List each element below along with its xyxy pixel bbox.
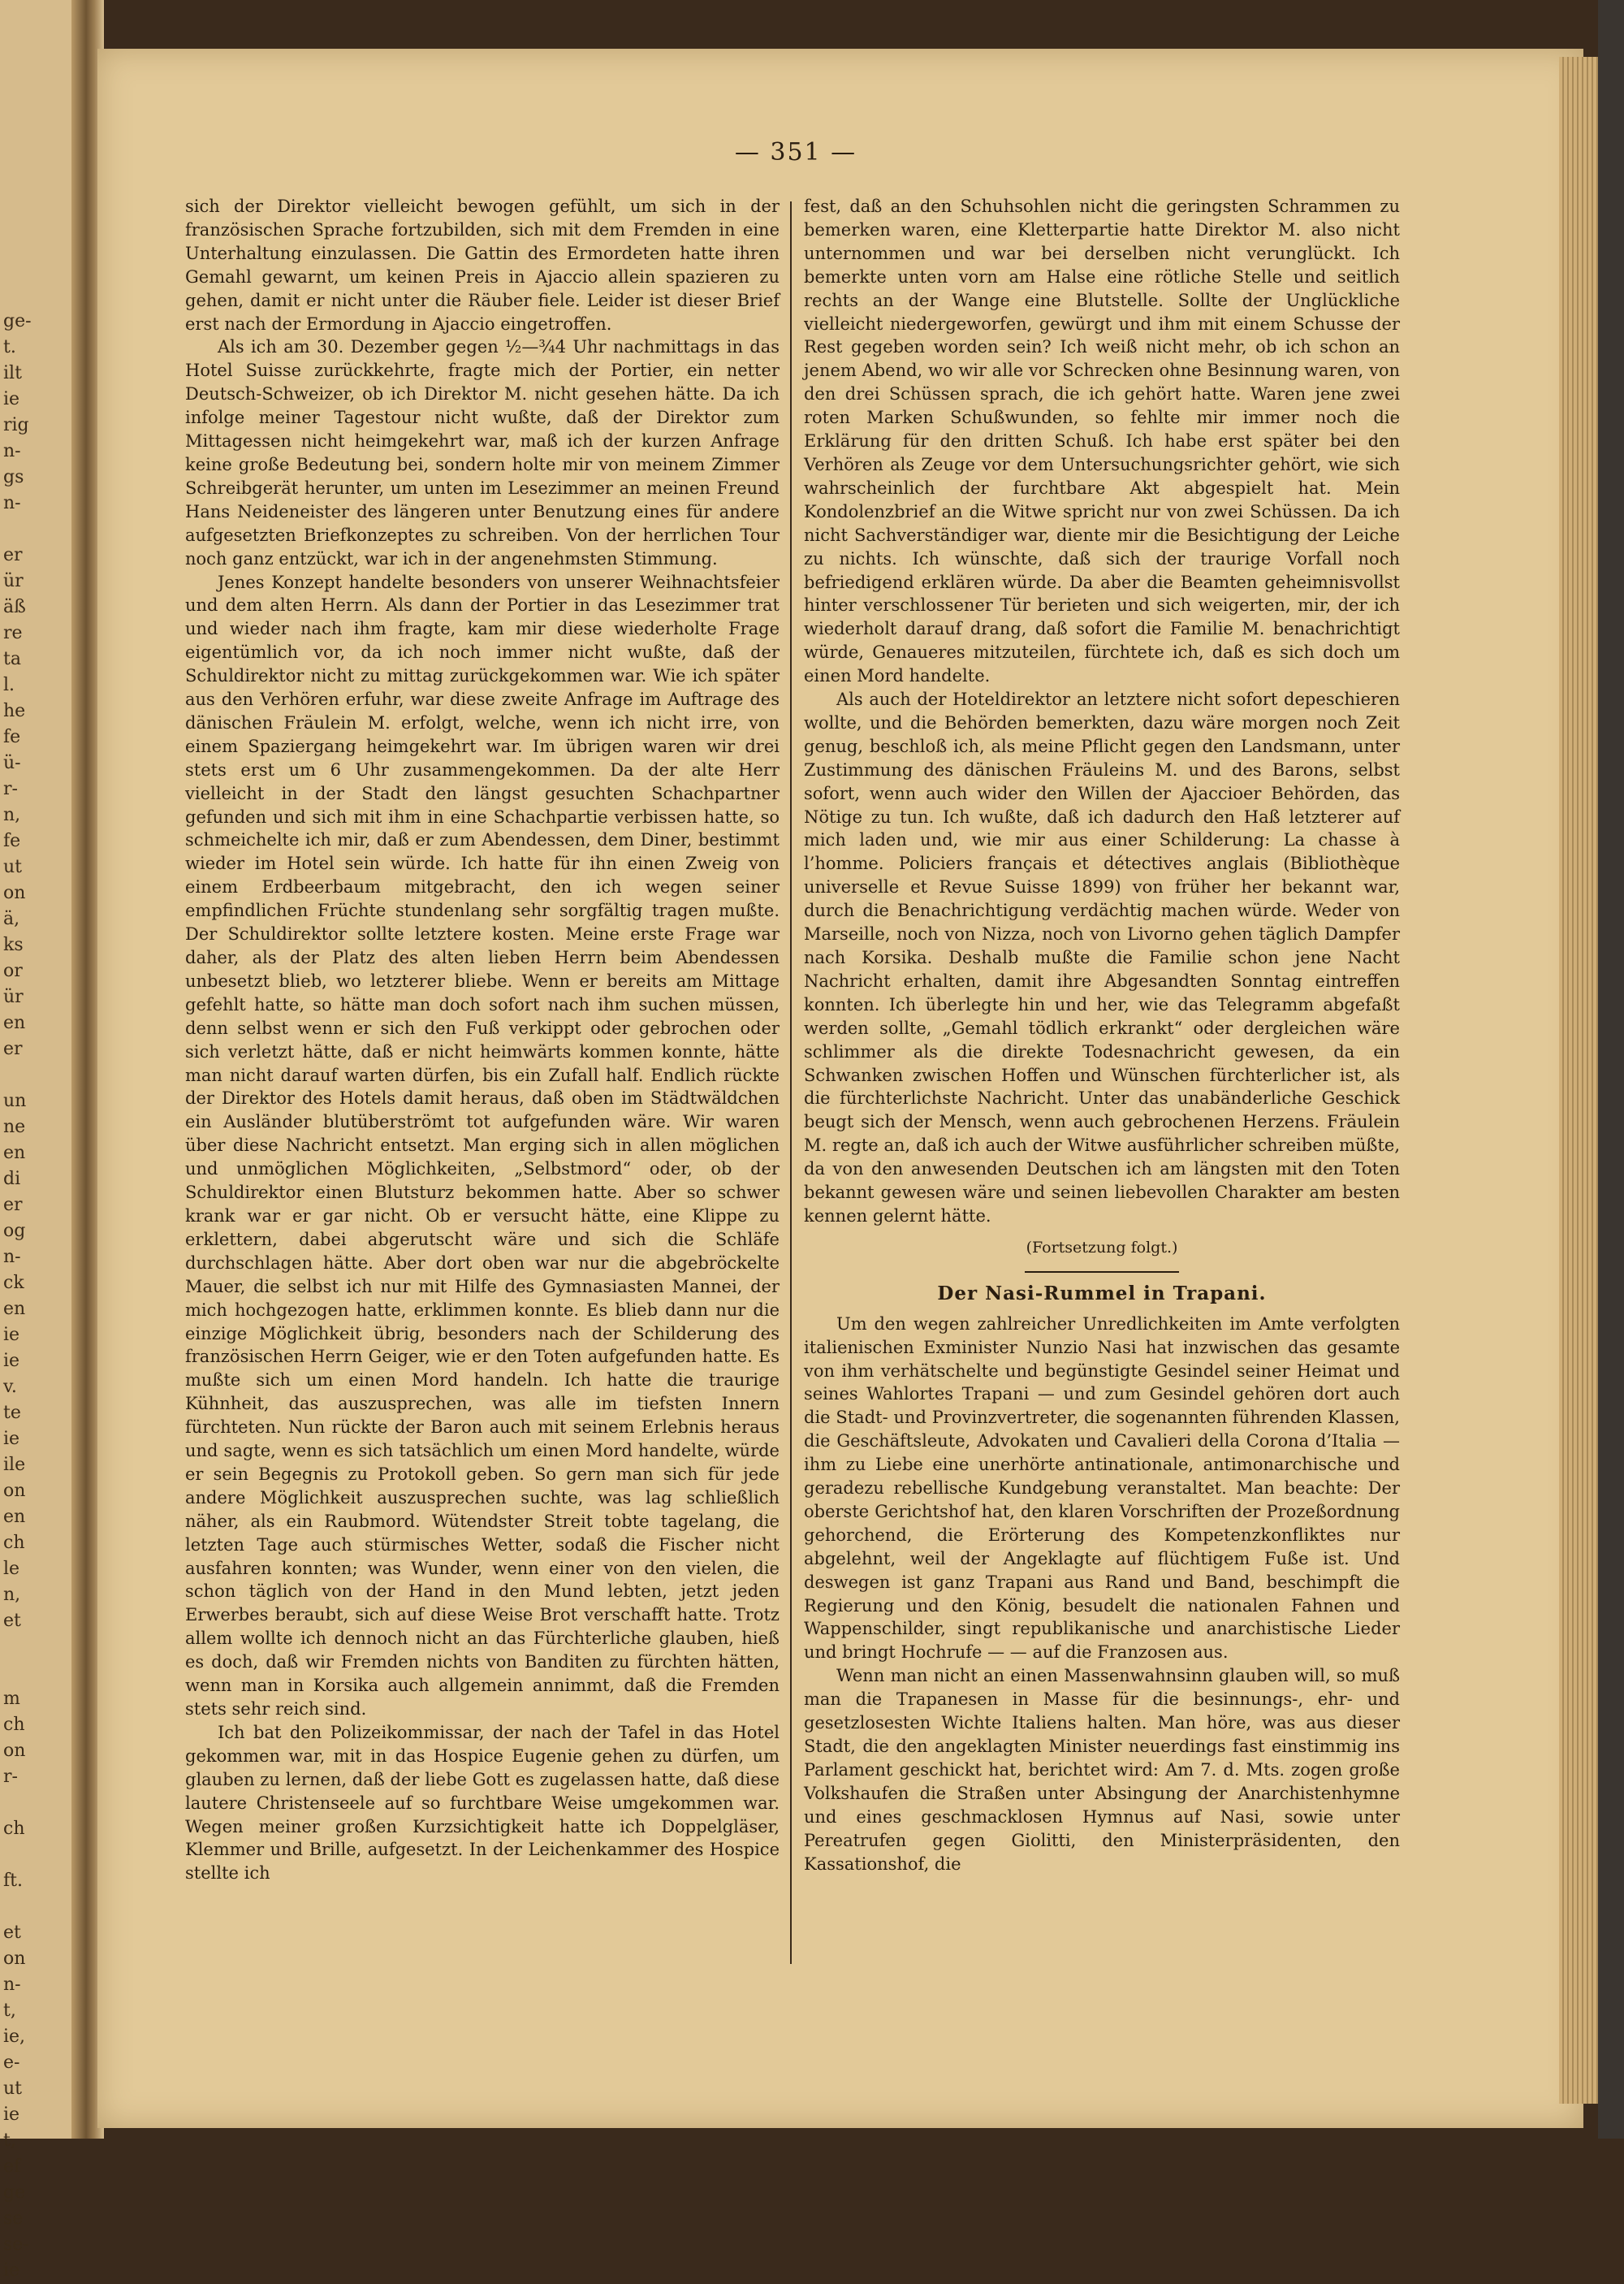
left-page-fragment: n, [3, 1585, 21, 1605]
left-column [185, 195, 780, 1966]
article1-paragraph: sich der Direktor vielleicht bewogen gefühlt, um sich in der französischen Sprache fortzubilden, sich mit dem Fremden in eine Unterhaltung einzulassen. Die Gattin des Ermordeten hatte ihren Gemahl gewarnt, um keinen Preis in Ajaccio allein spazieren zu gehen, damit er nicht unter die Räuber fiele. Leider ist dieser Brief erst nach der Ermordung in Ajaccio eingetroffen. [185, 197, 780, 334]
left-page-fragment: fe [3, 831, 21, 851]
left-page-fragment: m [3, 1689, 20, 1709]
left-page-fragment: n- [3, 441, 21, 461]
left-page-fragment: ilt [3, 363, 22, 383]
left-page-fragment: se [3, 2208, 24, 2229]
left-page-fragment: on [3, 1949, 26, 1969]
left-page-fragment: ef [3, 2156, 21, 2177]
left-page-fragment: ks [3, 935, 24, 955]
continuation-note: (Fortsetzung folgt.) [1026, 1238, 1178, 1257]
left-page-edge [0, 0, 81, 2281]
article1-paragraph: Ich bat den Polizeikommissar, der nach der Tafel in das Hotel gekommen war, mit in das Hospice Eugenie gehen zu dürfen, um glauben zu lernen, daß der liebe Gott es zugelassen hatte, daß diese lautere Christenseele auf so furchtbare Weise umgekommen war. Wegen meiner großen Kurzsichtigkeit hatte ich Doppelgläser, Klemmer und Brille, aufgesetzt. In der Leichenkammer des Hospice stellte ich [185, 1722, 780, 1884]
left-page-fragment: ie [3, 1325, 20, 1345]
left-page-fragment: ft. [3, 1871, 23, 1891]
article1-paragraph: fest, daß an den Schuhsohlen nicht die geringsten Schrammen zu bemerken waren, eine Kletterpartie hatte Direktor M. also nicht unternommen und war bei derselben nicht verunglückt. Ich bemerkte unten vorn am Halse eine rötliche Stelle und seitlich rechts an der Wange eine Blutstelle. Sollte der Unglückliche vielleicht niedergeworfen, gewürgt und ihm mit einem Schusse der Rest gegeben worden sein? Ich weiß nicht mehr, ob ich schon an jenem Abend, wo wir alle vor Schrecken ohne Besinnung waren, von den drei Schüssen sprach, die ich gehört hatte. Waren jene zwei roten Marken Schußwunden, so fehlte mir immer noch die Erklärung für den dritten Schuß. Ich habe erst später bei den Verhören als Zeuge vor dem Untersuchungsrichter gehört, wie sich wahrscheinlich der furchtbare Akt abgespielt hat. Mein Kondolenzbrief an die Witwe spricht nur von zwei Schüssen. Da ich nicht Sachverständiger war, diente mir die Besichtigung der Leiche zu nichts. Ich wünschte, daß sich der traurige Vorfall noch befriedigend erklären würde. Da aber die Beamten geheimnisvollst hinter verschlossener Tür berieten und sich weigerten, mir, der ich wiederholt darauf drang, daß sofort die Familie M. benachrichtigt würde, Genaueres mitzuteilen, fürchtete ich, daß es sich doch um einen Mord handelte. [804, 197, 1400, 686]
left-page-fragment: ut [3, 857, 23, 877]
left-page-fragment: et [3, 1611, 21, 1631]
left-page-fragment: on [3, 1741, 26, 1761]
left-page-fragment [3, 517, 36, 543]
left-page-fragment: en [3, 1507, 26, 1527]
left-page-fragment: rig [3, 415, 29, 435]
left-page-fragment: et [3, 1923, 21, 1943]
left-page-fragment: re [3, 623, 23, 643]
left-page-fragment: t, [3, 2001, 16, 2021]
left-page-fragment: t. [3, 337, 16, 357]
left-page-fragment [3, 1842, 36, 1868]
left-page-fragment: t, [3, 2130, 16, 2151]
left-page-fragment: er [3, 1195, 23, 1215]
left-page-fragment: ile [3, 1455, 26, 1475]
left-page-fragment: gs [3, 467, 24, 487]
left-page-fragment: ür [3, 571, 24, 591]
left-page-fragment [3, 1894, 36, 1920]
article2-paragraph: Um den wegen zahlreicher Unredlichkeiten im Amte verfolgten italienischen Exminister Nunzio Nasi hat inzwischen das gesamte von ihm verhätschelte und begünstigte Gesindel seiner Heimat und seines Wahlortes Trapani — und zum Gesindel gehören dort auch die Stadt- und Provinzvertreter, die sogenannten führenden Klassen, die Geschäftsleute, Advokaten und Cavalieri della Corona d’Italia — ihm zu Liebe eine unerhörte antinationale, antimonarchische und geradezu rebellische Kundgebung veranstaltet. Man beachte: Der oberste Gerichtshof hat, den klaren Vorschriften der Prozeßordnung gehorchend, die Erörterung des Kompetenzkonfliktes nur abgelehnt, weil der Angeklagte auf flüchtigem Fuße ist. Und deswegen ist ganz Trapani aus Rand und Band, beschimpft die Regierung und den König, besudelt die nationalen Fahnen und Wappenschilder, singt republikanische und anarchistische Lieder und bringt Hochrufe — — auf die Franzosen aus. [804, 1313, 1400, 1663]
left-page-fragment: ie [3, 389, 20, 409]
left-page-fragment: en [3, 1143, 26, 1163]
section-rule [1025, 1271, 1179, 1273]
left-page-fragment: ie [3, 2260, 20, 2281]
left-page-fragment: r- [3, 779, 18, 799]
left-page-fragment: ch [3, 1533, 25, 1553]
left-page-fragments [3, 309, 36, 2281]
left-page-fragment: r- [3, 1767, 18, 1787]
left-page-fragment: en [3, 1299, 26, 1319]
left-page-fragment: or [3, 961, 23, 981]
article2-paragraph: Wenn man nicht an einen Massenwahnsinn glauben will, so muß man die Trapanesen in Masse für die besinnungs-, ehr- und gesetzlosesten Wichte Italiens halten. Man höre, was aus dieser Stadt, die den angeklagten Minister neuerdings fast einstimmig ins Parlament geschickt hat, berichtet wird: Am 7. d. Mts. zogen große Volkshaufen die Straßen unter Absingung der Anarchistenhymne und eines geschmacklosen Hymnus auf Nasi, sowie unter Pereatrufen gegen Giolitti, den Ministerpräsidenten, den Kassationshof, die [804, 1666, 1400, 1874]
left-page-fragment [3, 1062, 36, 1088]
left-page-fragment: ch [3, 1715, 25, 1735]
left-page-fragment: ut [3, 2079, 23, 2099]
left-page-fragment: en [3, 1013, 26, 1033]
column-divider [790, 201, 792, 1964]
left-page-fragment [3, 1790, 36, 1816]
article1-paragraph: Als ich am 30. Dezember gegen ½—¾4 Uhr nachmittags in das Hotel Suisse zurückkehrte, fragte mich der Portier, ein netter Deutsch-Schweizer, ob ich Direktor M. nicht gesehen hätte. Da ich infolge meiner Tagestour nicht wußte, daß der Direktor zum Mittagessen nicht heimgekehrt war, maß ich der kurzen Anfrage keine große Bedeutung bei, sondern holte mir von meinem Zimmer Schreibgerät herunter, um unten im Lesezimmer an meinen Freund Hans Neideneister des längeren unter Benutzung eines für andere aufgesetzten Briefkonzeptes zu schreiben. Von der herrlichen Tour noch ganz entzückt, war ich in der angenehmsten Stimmung. [185, 337, 780, 569]
left-page-fragment: le [3, 1559, 20, 1579]
left-page-fragment: ch [3, 1819, 25, 1839]
left-page-fragment: he [3, 701, 26, 721]
book-cover-edge [1598, 0, 1624, 2139]
article1-paragraph: Jenes Konzept handelte besonders von unserer Weihnachtsfeier und dem alten Herrn. Als dann der Portier in das Lesezimmer trat und wieder nach ihm fragte, kam mir diese wiederholte Frage eigentümlich vor, da ich noch immer nicht wußte, daß der Schuldirektor nicht zu mittag zurückgekommen war. Wie ich später aus den Verhören erfuhr, war diese zweite Anfrage im Auftrage des dänischen Fräulein M. erfolgt, welche, wenn ich nicht irre, von einem Spaziergang heimgekehrt war. Im übrigen waren wir drei stets erst um 6 Uhr zusammengekommen. Da der alte Herr vielleicht in der Stadt den längst gesuchten Schachpartner gefunden und sich mit ihm in eine Schachpartie verbissen hatte, so schmeichelte ich mir, daß er zum Abendessen, dem Diner, bestimmt wieder im Hotel sein würde. Ich hatte für ihn einen Zweig von einem Erdbeerbaum mitgebracht, den ich wegen seiner empfindlichen Früchte stundenlang sehr sorgfältig tragen mußte. Der Schuldirektor sollte letztere kosten. Meine erste Frage war daher, als der Platz des alten lieben Herrn beim Abendessen unbesetzt blieb, wo letzterer bliebe. Wenn er bereits am Mittage gefehlt hatte, so hätte man doch sofort nach ihm suchen müssen, denn selbst wenn er sich den Fuß verkippt oder gebrochen oder sich verletzt hätte, daß er nicht heimwärts kommen konnte, hätte man nicht darauf warten dürfen, bis ein Zufall half. Endlich rückte der Direktor des Hotels damit heraus, daß oben im Städtwäldchen ein Ausländer blutüberströmt tot aufgefunden wäre. Wir waren über diese Nachricht entsetzt. Man erging sich in allen möglichen und unmöglichen Möglichkeiten, „Selbstmord“ oder, ob der Schuldirektor einen Blutsturz bekommen hatte. Aber so schwer krank war er gar nicht. Ob er versucht hätte, eine Klippe zu erklettern, dabei abgerutscht wäre und sich die Schläfe durchschlagen hätte. Aber dort oben war nur die abgebröckelte Mauer, die selbst ich nur mit Hilfe des Gymnasiasten Mannei, der mich hochgezogen hatte, erklimmen konnte. Es blieb dann nur die einzige Möglichkeit übrig, besonders nach der Schilderung des französischen Herrn Geiger, wie er den Toten aufgefunden hatte. Es mußte sich um einen Mord handeln. Ich hatte die traurige Kühnheit, das auszusprechen, was alle im tiefsten Innern fürchteten. Nun rückte der Baron auch mit seinem Erlebnis heraus und sagte, wenn es sich tatsächlich um einen Mord handelte, würde er sein Begegnis zu Protokoll geben. So gern man sich für jede andere Möglichkeit auszusprechen suchte, was lag schließlich näher, als ein Raubmord. Wütendster Streit tobte tagelang, die letzten Tage auch stürmisches Wetter, sodaß die Fischer nicht ausfahren konnten; was Wunder, wenn einer von den vielen, die schon täglich von der Hand in den Mund lebten, jetzt jeden Erwerbes beraubt, sich auf diese Weise Brot verschafft hatte. Trotz allem wollte ich dennoch nicht an das Fürchterliche glauben, hieß es doch, daß wir Fremden nichts von Banditen zu fürchten hätten, wenn man in Korsika auch allgemein annimmt, daß die Fremden stets sehr reich sind. [185, 572, 780, 1719]
article1-paragraph: Als auch der Hoteldirektor an letztere nicht sofort depeschieren wollte, und die Behörden bemerkten, dazu wäre morgen noch Zeit genug, beschloß ich, als meine Pflicht gegen den Landsmann, unter Zustimmung des dänischen Fräuleins M. und des Barons, selbst sofort, wenn auch wider den Willen der Ajaccioer Behörden, das Nötige zu tun. Ich wußte, daß ich dadurch den Haß letzterer auf mich laden und, wie mir aus einer Schilderung: La chasse à l’homme. Policiers français et détectives anglais (Bibliothèque universelle et Revue Suisse 1899) von früher her bekannt war, durch die Benachrichtigung verdächtig machen würde. Weder von Marseille, noch von Nizza, noch von Livorno gehen täglich Dampfer nach Korsika. Deshalb mußte die Familie schon jene Nacht Nachricht erhalten, damit ihre Abgesandten Sonntag eintreffen konnten. Ich überlegte hin und her, wie das Telegramm abgefaßt werden sollte, „Gemahl tödlich erkrankt“ oder dergleichen wäre schlimmer als die direkte Todesnachricht gewesen, da ein Schwanken zwischen Hoffen und Wünschen fürchterlicher ist, als die fürchterlichste Nachricht. Unter das unabänderliche Geschick beugt sich der Mensch, wenn auch gebrochenen Herzens. Fräulein M. regte an, daß ich auch der Witwe ausführlicher schreiben müßte, da von den anwesenden Deutschen ich am längsten mit den Toten bekannt gewesen wäre und seinen liebevollen Charakter am besten kennen gelernt hätte. [804, 690, 1400, 1226]
left-page-fragment: n- [3, 493, 21, 513]
left-page-fragment: og [3, 1221, 26, 1241]
page-number: — 351 — [734, 138, 857, 167]
left-page-fragment: ta [3, 649, 21, 669]
left-page-fragment: ck [3, 1273, 24, 1293]
left-page-fragment: ge- [3, 311, 32, 331]
left-page-fragment: ie, [3, 2027, 26, 2047]
left-page-fragment: n, [3, 805, 21, 825]
left-page-fragment: se- [3, 2234, 29, 2255]
left-page-fragment: ie [3, 1429, 20, 1449]
left-page-fragment: ür [3, 987, 24, 1007]
article2-headline: Der Nasi-Rummel in Trapani. [937, 1282, 1267, 1304]
left-page-fragment: n- [3, 1247, 21, 1267]
left-page-fragment: ge [3, 2182, 26, 2203]
left-page-fragment: di [3, 1169, 21, 1189]
left-page-fragment: ne [3, 1117, 26, 1137]
left-page-fragment: l. [3, 675, 15, 695]
left-page-fragment: ie [3, 2104, 20, 2125]
right-column [804, 195, 1400, 1966]
left-page-fragment: un [3, 1091, 27, 1111]
left-page-fragment [3, 1634, 36, 1660]
left-page-fragment: ü- [3, 753, 21, 773]
left-page-fragment: on [3, 1481, 26, 1501]
left-page-fragment: fe [3, 727, 21, 747]
left-page-fragment: ie [3, 1351, 20, 1371]
left-page-fragment: äß [3, 597, 26, 617]
left-page-fragment: v. [3, 1377, 17, 1397]
left-page-fragment: er [3, 545, 23, 565]
left-page-fragment: n- [3, 1975, 21, 1995]
left-page-fragment: e- [3, 2053, 20, 2073]
left-page-fragment: ä, [3, 909, 20, 929]
left-page-fragment: er [3, 1039, 23, 1059]
left-page-fragment [3, 1660, 36, 1686]
left-page-fragment: on [3, 883, 26, 903]
left-page-fragment: te [3, 1403, 21, 1423]
